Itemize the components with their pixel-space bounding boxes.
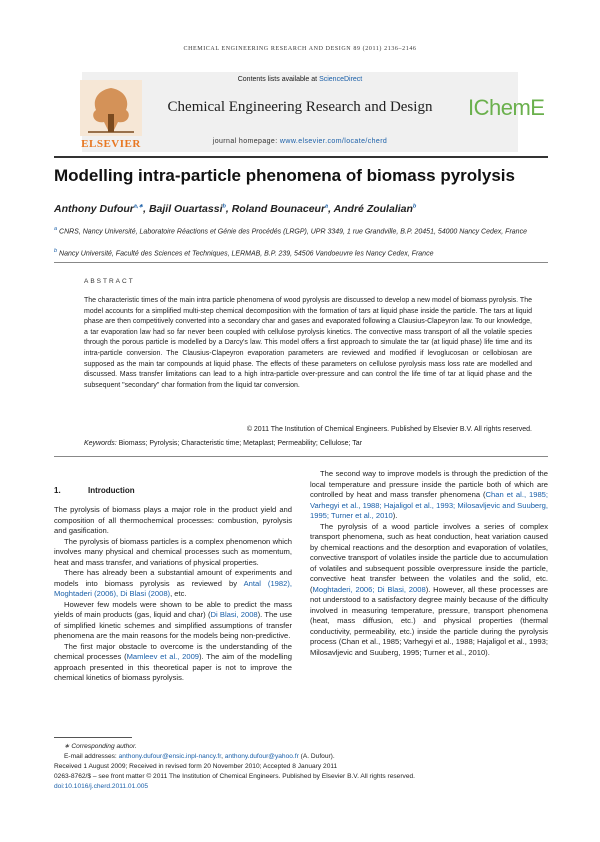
- paragraph: The pyrolysis of biomass particles is a complex phenomenon which involves many physical and chemical processes such as momentum, heat and mass transfer, and variations of physical properties.: [54, 536, 292, 567]
- paragraph: The second way to improve models is through the prediction of the local temperature and pressure inside the particle both of which are controlled by heat and mass transfer phenomena (Chan et al., 1985; Varhegyi et al., 1988; Hajaligol et al., 1993; Milosavljevic and Suuberg, 1995; Turner et al., 2010).: [310, 469, 548, 520]
- abstract-text: The characteristic times of the main intra particle phenomena of wood pyrolysis are discussed to develop a new model of biomass pyrolysis. The model accounts for a simplified multi-step chemical decomposition with the formation of tars at liquid phase inside the particle. The tars at liquid phase are then competitively converted into a secondary char and gases and evaporated following a Clausius-Clapeyron law. To our knowledge, a tar evaporation law had so far never been coupled with cellulose pyrolysis kinetics. The convective mass transport of all the volatile species through the porous particle is modelled by a Darcy's law. This model offers a first approach to simulate the tar (at liquid phase) life time and its intra-particle conversion. The Clausius-Clapeyron evaporation parameters are reviewed and modified if levoglucosan or cellobiosan are supposed as the main tar compounds at liquid phase. The effects of these parameters on cellulose pyrolysis mass loss rate are modelled and discussed. Mass transfer limitations can lead to a high intra-particle over-pressure and can control the life time of tar at liquid phase and the subsequent "secondary" char formation from the liquid tar conversion.: [84, 297, 532, 389]
- affiliation-text: CNRS, Nancy Université, Laboratoire Réactions et Génie des Procédés (LRGP), UPR 3349, 1 rue Grandville, B.P. 20451, 54000 Nancy Cedex, France: [59, 228, 527, 236]
- author-affiliation-mark[interactable]: b: [412, 203, 417, 210]
- email-link[interactable]: anthony.dufour@ensic.inpl-nancy.fr: [118, 753, 222, 760]
- author-name: Roland Bounaceur: [231, 203, 326, 215]
- copyright-line: © 2011 The Institution of Chemical Engineers. Published by Elsevier B.V. All rights reserved.: [246, 426, 532, 433]
- affiliation-label: a: [54, 226, 58, 232]
- citation-link[interactable]: Mamleev et al., 2009: [126, 652, 200, 661]
- article-title: Modelling intra-particle phenomena of biomass pyrolysis: [54, 166, 515, 185]
- citation-link[interactable]: Moghtaderi, 2006; Di Blasi, 2008: [312, 584, 426, 594]
- journal-homepage: [150, 138, 450, 145]
- keywords-label: Keywords:: [84, 440, 117, 447]
- body-column-right: [310, 469, 548, 658]
- paragraph: However few models were shown to be able to predict the mass yields of main products (gas, liquid and char) (Di Blasi, 2008). The use of simplified kinetic schemes and simplified assumptions of transfer phenomena are the main reasons for the models being non-predictive.: [54, 599, 292, 640]
- contents-prefix: Contents lists available at: [237, 76, 320, 83]
- citation-link[interactable]: Chan et al., 1985; Varhegyi et al., 1988; Hajaligol et al., 1993; Milosavljevic and Suuberg, 1995; Turner et al., 2010: [310, 490, 548, 520]
- section-heading: [54, 486, 135, 495]
- running-header: CHEMICAL ENGINEERING RESEARCH AND DESIGN 89 (2011) 2136–2146: [183, 46, 417, 52]
- author-name: Bajil Ouartassi: [148, 203, 223, 215]
- corresponding-author-note: ∗ Corresponding author.: [64, 743, 137, 750]
- section-number: 1.: [54, 486, 61, 495]
- citation-link[interactable]: Antal (1982), Moghtaderi (2006), Di Blasi (2008): [54, 578, 292, 598]
- keywords-list: Biomass; Pyrolysis; Characteristic time; Metaplast; Permeability; Cellulose; Tar: [118, 440, 363, 447]
- contents-availability: [150, 76, 450, 83]
- paragraph: The pyrolysis of a wood particle involves a series of complex transport phenomena, such as heat conduction, heat variation caused by chemical reactions and the desorption and evaporation of volatiles, convective transport of volatiles inside the particle due to accumulation of volatiles and subsequent possible overpressure inside the particle, convective heat transfer between the volatiles and the solid, etc. (Moghtaderi, 2006; Di Blasi, 2008). However, all these processes are not understood to a satisfactory degree mainly because of the difficulty involved in measuring temperature, pressure, transport phenomena (heat, mass diffusion, etc.) and physical properties (thermal conductivity, permeability, etc.) inside the particle during the pyrolysis process (Chan et al., 1985; Varhegyi et al., 1988; Hajaligol et al., 1993; Milosavljevic and Suuberg, 1995; Turner et al., 2010).: [310, 521, 548, 657]
- received-dates: Received 1 August 2009; Received in revised form 20 November 2010; Accepted 8 January 2011: [54, 763, 338, 770]
- section-title: Introduction: [88, 486, 135, 495]
- abstract-bottom-divider: [54, 456, 548, 457]
- author-affiliation-mark[interactable]: b: [222, 203, 226, 210]
- author-affiliation-mark[interactable]: a,∗: [133, 203, 144, 210]
- author-name: Anthony Dufour: [54, 203, 134, 215]
- sciencedirect-link[interactable]: ScienceDirect: [319, 76, 363, 83]
- elsevier-tree-logo: [80, 80, 142, 136]
- paragraph: The pyrolysis of biomass plays a major role in the product yield and composition of all thermochemical processes: combustion, pyrolysis and gasification.: [54, 505, 292, 535]
- publisher-wordmark: ELSEVIER: [81, 138, 141, 150]
- header-divider: [54, 156, 548, 158]
- journal-name: Chemical Engineering Research and Design: [167, 99, 433, 115]
- abstract-heading: ABSTRACT: [84, 278, 135, 285]
- homepage-prefix: journal homepage:: [212, 138, 280, 145]
- abstract-top-divider: [54, 262, 548, 263]
- paragraph: The first major obstacle to overcome is the understanding of the chemical processes (Mamleev et al., 2009). The aim of the modelling approach presented in this theoretical paper is not to improve the chemical kinetics of biomass pyrolysis.: [54, 641, 292, 682]
- keywords: [84, 440, 532, 447]
- citation-link[interactable]: Di Blasi, 2008: [210, 610, 258, 619]
- author-affiliation-mark[interactable]: a: [325, 203, 329, 210]
- affiliation-text: Nancy Université, Faculté des Sciences et Techniques, LERMAB, B.P. 239, 54506 Vandoeuvre les Nancy Cedex, France: [59, 250, 434, 258]
- affiliation-label: b: [54, 248, 58, 254]
- footnote-divider: [54, 737, 132, 738]
- body-column-left: [54, 505, 292, 684]
- homepage-link[interactable]: www.elsevier.com/locate/cherd: [279, 138, 388, 145]
- author-name: André Zoulalian: [333, 203, 413, 215]
- issn-line: 0263-8762/$ – see front matter © 2011 The Institution of Chemical Engineers. Published by Elsevier B.V. All rights reserved.: [54, 773, 415, 780]
- email-link[interactable]: anthony.dufour@yahoo.fr: [224, 753, 299, 760]
- affiliation-b: [54, 246, 548, 259]
- icheme-logo: IChemE: [468, 95, 545, 120]
- paragraph: There has already been a substantial amount of experiments and models into biomass pyrolysis as reviewed by Antal (1982), Moghtaderi (2006), Di Blasi (2008), etc.: [54, 568, 292, 598]
- author-list: Anthony Dufour$^{a,∗}$, Bajil Ouartassi$^b$, Roland Bounaceur$^a$, André Zoulalian$^b$: [54, 203, 417, 215]
- doi-link[interactable]: doi:10.1016/j.cherd.2011.01.005: [54, 783, 149, 790]
- affiliation-a: [54, 224, 548, 237]
- email-addresses: E-mail addresses: anthony.dufour@ensic.inpl-nancy.fr, anthony.dufour@yahoo.fr (A. Dufour).: [64, 753, 335, 760]
